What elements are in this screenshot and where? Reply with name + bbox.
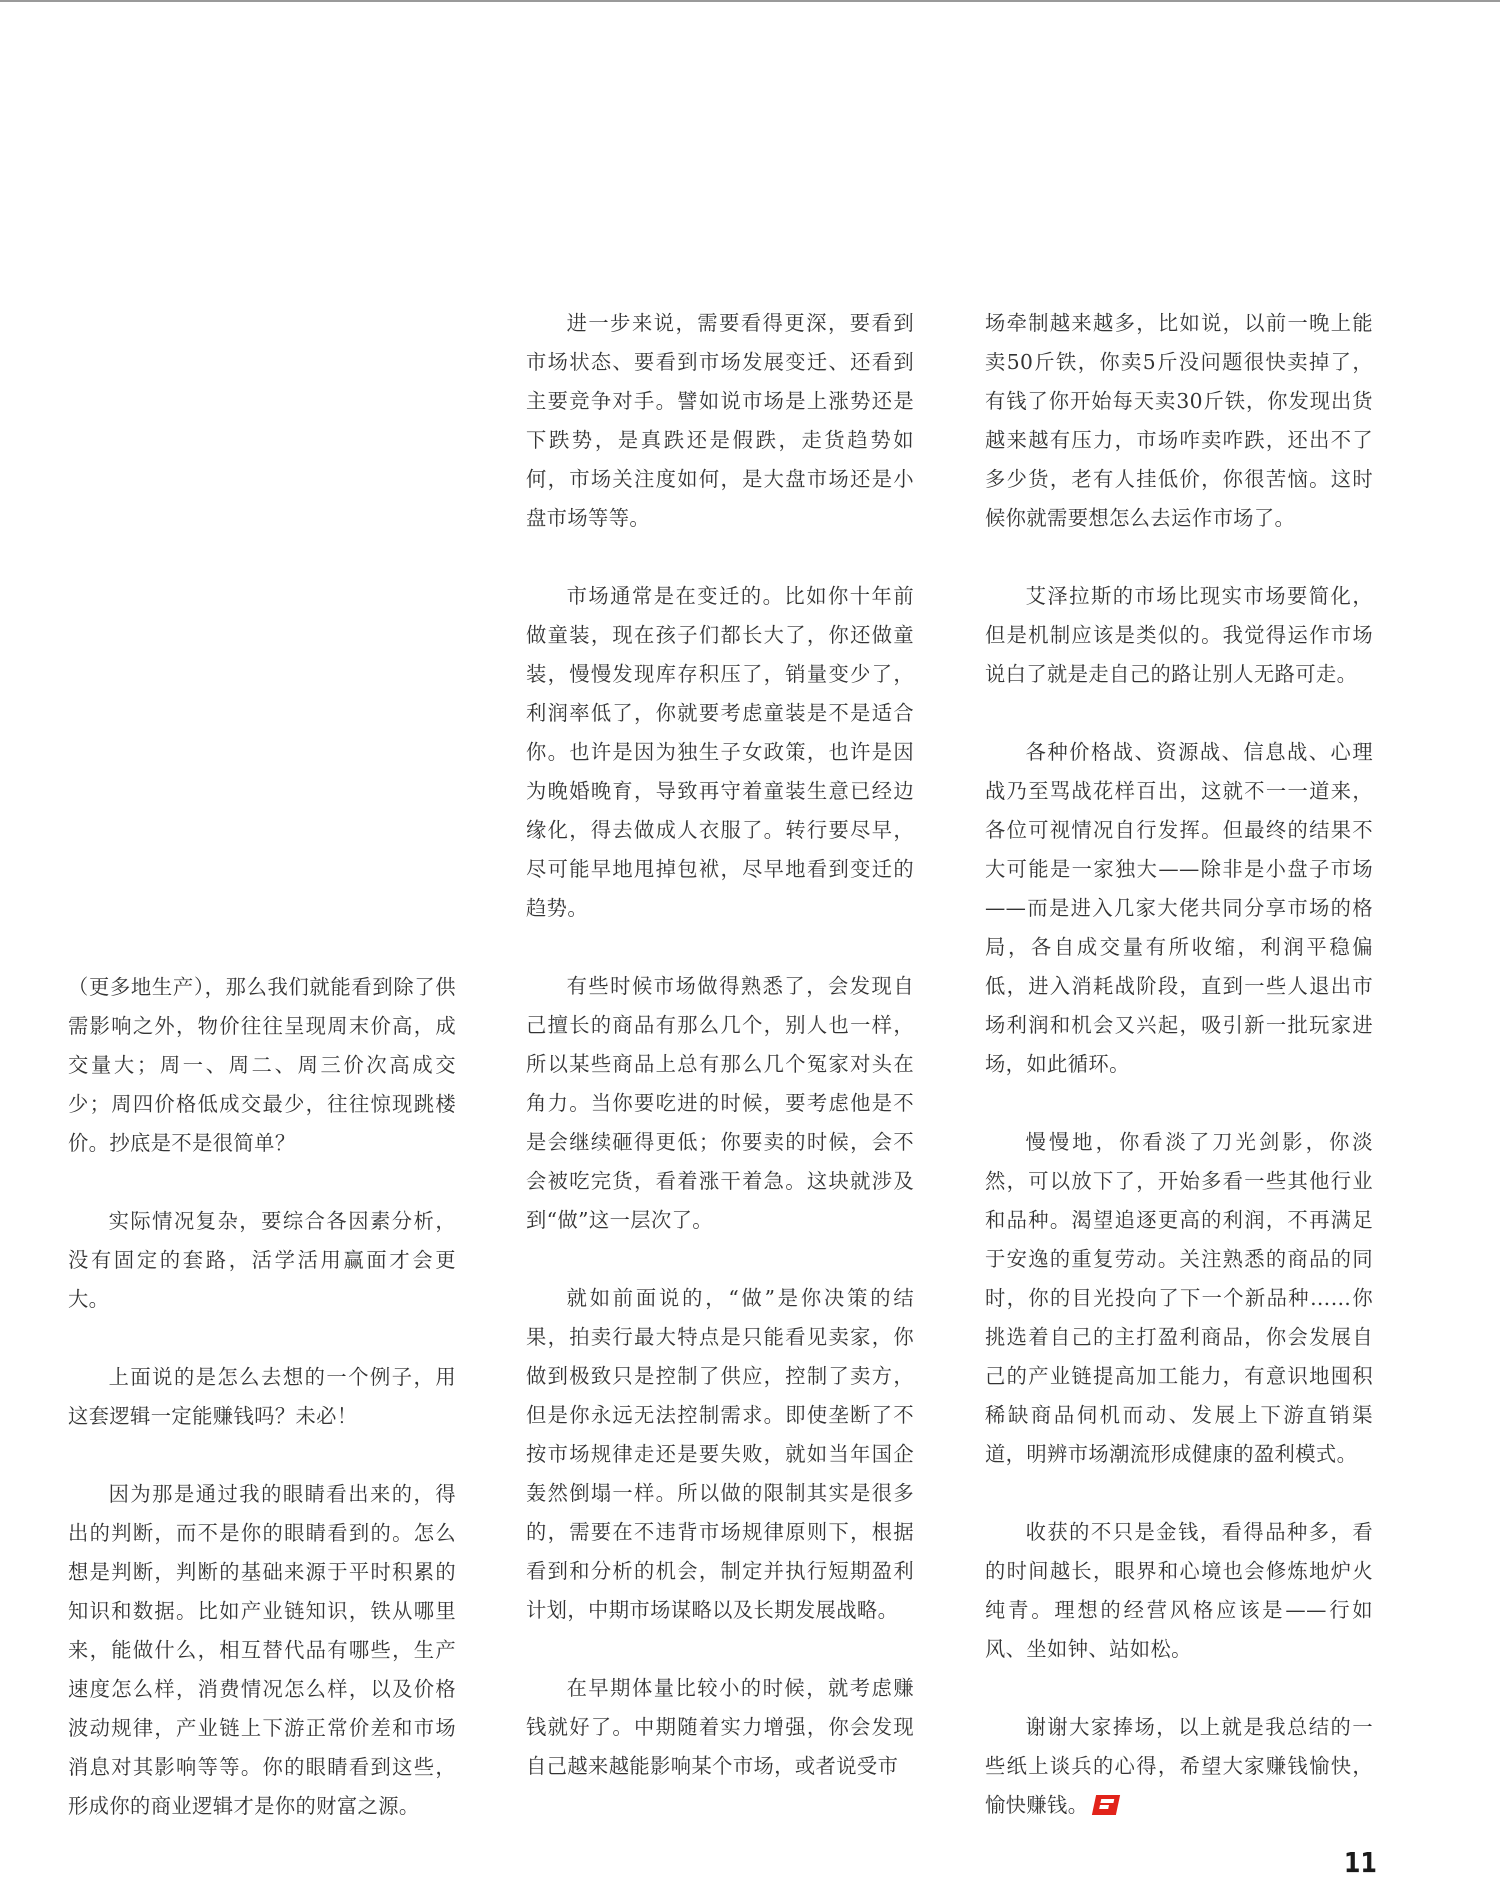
- paragraph: 进一步来说，需要看得更深，要看到市场状态、要看到市场发展变迁、还看到主要竞争对手。譬如说市场是上涨势还是下跌势，是真跌还是假跌，走货趋势如何，市场关注度如何，是大盘市场还是小盘市场等等。: [526, 311, 914, 530]
- text-column-2: [526, 304, 914, 1825]
- text-column-1: [68, 968, 456, 1865]
- paragraph: 艾泽拉斯的市场比现实市场要简化，但是机制应该是类似的。我觉得运作市场说白了就是走自己的路让别人无路可走。: [985, 584, 1373, 686]
- paragraph: 就如前面说的，“做”是你决策的结果，拍卖行最大特点是只能看见卖家，你做到极致只是控制了供应，控制了卖方，但是你永远无法控制需求。即使垄断了不按市场规律走还是要失败，就如当年国企轰然倒塌一样。所以做的限制其实是很多的，需要在不违背市场规律原则下，根据看到和分析的机会，制定并执行短期盈利计划，中期市场谋略以及长期发展战略。: [526, 1286, 914, 1622]
- paragraph: 场牵制越来越多，比如说，以前一晚上能卖50斤铁，你卖5斤没问题很快卖掉了，有钱了你开始每天卖30斤铁，你发现出货越来越有压力，市场咋卖咋跌，还出不了多少货，老有人挂低价，你很苦恼。这时候你就需要想怎么去运作市场了。: [985, 311, 1373, 530]
- paragraph: 因为那是通过我的眼睛看出来的，得出的判断，而不是你的眼睛看到的。怎么想是判断，判断的基础来源于平时积累的知识和数据。比如产业链知识，铁从哪里来，能做什么，相互替代品有哪些，生产速度怎么样，消费情况怎么样，以及价格波动规律，产业链上下游正常价差和市场消息对其影响等等。你的眼睛看到这些，形成你的商业逻辑才是你的财富之源。: [68, 1482, 456, 1818]
- closing-paragraph: [985, 1708, 1373, 1825]
- paragraph: 各种价格战、资源战、信息战、心理战乃至骂战花样百出，这就不一一道来，各位可视情况自行发挥。但最终的结果不大可能是一家独大——除非是小盘子市场——而是进入几家大佬共同分享市场的格局，各自成交量有所收缩，利润平稳偏低，进入消耗战阶段，直到一些人退出市场利润和机会又兴起，吸引新一批玩家进场，如此循环。: [985, 740, 1373, 1076]
- paragraph: （更多地生产），那么我们就能看到除了供需影响之外，物价往往呈现周末价高，成交量大；周一、周二、周三价次高成交少；周四价格低成交最少，往往惊现跳楼价。抄底是不是很简单？: [68, 975, 456, 1155]
- paragraph: 有些时候市场做得熟悉了，会发现自己擅长的商品有那么几个，别人也一样，所以某些商品上总有那么几个冤家对头在角力。当你要吃进的时候，要考虑他是不是会继续砸得更低；你要卖的时候，会不会被吃完货，看着涨干着急。这块就涉及到“做”这一层次了。: [526, 974, 914, 1232]
- paragraph: 收获的不只是金钱，看得品种多，看的时间越长，眼界和心境也会修炼地炉火纯青。理想的经营风格应该是——行如风、坐如钟、站如松。: [985, 1520, 1373, 1661]
- end-mark-icon: [1092, 1795, 1120, 1815]
- paragraph: 市场通常是在变迁的。比如你十年前做童装，现在孩子们都长大了，你还做童装，慢慢发现库存积压了，销量变少了，利润率低了，你就要考虑童装是不是适合你。也许是因为独生子女政策，也许是因为晚婚晚育，导致再守着童装生意已经边缘化，得去做成人衣服了。转行要尽早，尽可能早地甩掉包袱，尽早地看到变迁的趋势。: [526, 584, 914, 920]
- page-number: 11: [1343, 1846, 1377, 1879]
- text-column-3: [985, 304, 1373, 1864]
- paragraph: 实际情况复杂，要综合各因素分析，没有固定的套路，活学活用赢面才会更大。: [68, 1209, 456, 1311]
- paragraph: 慢慢地，你看淡了刀光剑影，你淡然，可以放下了，开始多看一些其他行业和品种。渴望追逐更高的利润，不再满足于安逸的重复劳动。关注熟悉的商品的同时，你的目光投向了下一个新品种……你挑选着自己的主打盈利商品，你会发展自己的产业链提高加工能力，有意识地囤积稀缺商品伺机而动、发展上下游直销渠道，明辨市场潮流形成健康的盈利模式。: [985, 1130, 1373, 1466]
- paragraph: 上面说的是怎么去想的一个例子，用这套逻辑一定能赚钱吗？未必！: [68, 1365, 456, 1428]
- paragraph: 在早期体量比较小的时候，就考虑赚钱就好了。中期随着实力增强，你会发现自己越来越能影响某个市场，或者说受市: [526, 1676, 914, 1778]
- closing-text: 谢谢大家捧场，以上就是我总结的一些纸上谈兵的心得，希望大家赚钱愉快，愉快赚钱。: [985, 1715, 1373, 1817]
- top-rule: [0, 0, 1500, 2]
